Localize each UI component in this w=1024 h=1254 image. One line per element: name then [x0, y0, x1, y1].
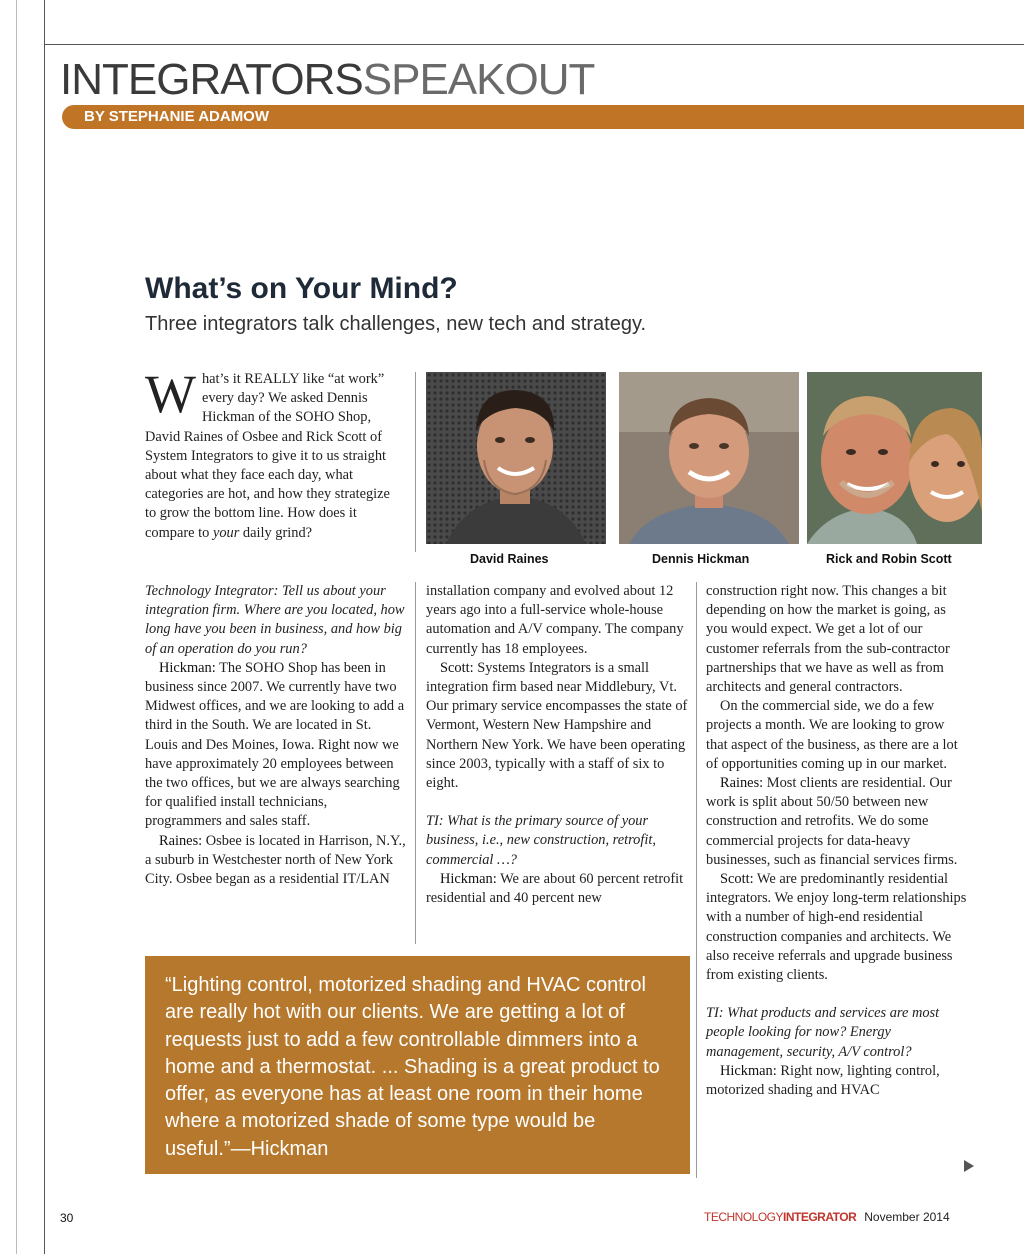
intro-end: daily grind?	[239, 524, 313, 541]
speaker-name: Hickman:	[440, 870, 497, 887]
pull-quote-text: “Lighting control, motorized shading and HVAC control are really hot with our clients. We are getting a lot of requests just to add a few controllable dimmers into a home and a thermostat. ... Shading is a great product to offer, as everyone has at least one room in their home where a motorized shade of some type would be useful.”—Hickman	[165, 974, 660, 1160]
brand-part1: TECHNOLOGY	[704, 1210, 784, 1224]
photo-rick-robin-scott	[807, 372, 982, 544]
article-column-1	[145, 582, 407, 889]
masthead-part2: SPEAKOUT	[362, 55, 595, 104]
speaker-name: Hickman:	[159, 659, 216, 676]
intro-text: hat’s it REALLY like “at work” every day? We asked Dennis Hickman of the SOHO Shop, David Raines of Osbee and Rick Scott of System Integrators to give it to us straight about what they face each day, what categories are hot, and how they strategize to grow the bottom line. How does it compare to	[145, 371, 390, 541]
answer-paragraph: construction right now. This changes a bit depending on how the market is going, as you would expect. We get a lot of our customer referrals from the sub-contractor partnerships that we have as well as from architects and general contractors.	[706, 583, 950, 696]
question-paragraph: TI: What products and services are most people looking for now? Energy management, security, A/V control?	[706, 1005, 940, 1060]
answer-paragraph	[426, 659, 688, 793]
column-divider	[696, 582, 697, 1178]
answer-text: We are predominantly residential integrators. We enjoy long-term relationships with a number of high-end residential construction companies and architects. We also receive referrals and upgrade business from existing clients.	[706, 871, 967, 984]
article-column-3	[706, 582, 968, 1100]
photo-caption: David Raines	[470, 552, 549, 566]
article-column-2	[426, 582, 688, 908]
speaker-name: Raines:	[720, 775, 764, 792]
question-paragraph: TI: What is the primary source of your business, i.e., new construction, retrofit, commercial …?	[426, 813, 656, 868]
column-divider	[415, 372, 416, 552]
answer-paragraph	[706, 1062, 968, 1100]
page-frame-top	[44, 44, 1024, 45]
question-paragraph: Technology Integrator: Tell us about your integration firm. Where are you located, how long have you been in business, and how big of an operation do you run?	[145, 583, 405, 657]
page-number: 30	[60, 1211, 74, 1225]
answer-paragraph: On the commercial side, we do a few projects a month. We are looking to grow that aspect of the business, as there are a lot of opportunities coming up in our market.	[706, 698, 958, 772]
answer-text: We are about 60 percent retrofit residential and 40 percent new	[426, 870, 684, 907]
answer-text: Most clients are residential. Our work is split about 50/50 between new construction and retrofits. We do some commercial projects for data-heavy businesses, such as financial services firms.	[706, 775, 958, 868]
footer-brand	[704, 1210, 950, 1224]
speaker-name: Scott:	[720, 871, 754, 888]
continue-arrow-icon	[964, 1160, 974, 1172]
masthead-part1: INTEGRATORS	[60, 55, 363, 104]
brand-part2: INTEGRATOR	[783, 1210, 857, 1224]
speaker-name: Hickman:	[720, 1062, 777, 1079]
article-headline: What’s on Your Mind?	[145, 272, 458, 305]
answer-text: Osbee is located in Harrison, N.Y., a suburb in Westchester north of New York City. Osbee began as a residential IT/LAN	[145, 832, 406, 888]
answer-paragraph	[426, 870, 688, 908]
issue-date: November 2014	[864, 1210, 950, 1224]
photo-david-raines	[426, 372, 606, 544]
answer-text: Right now, lighting control, motorized shading and HVAC	[706, 1062, 940, 1099]
page-frame-left	[44, 0, 45, 1254]
answer-paragraph	[145, 832, 407, 890]
drop-cap: W	[145, 364, 196, 424]
section-masthead	[60, 55, 595, 104]
column-divider	[415, 582, 416, 944]
byline-text: BY STEPHANIE ADAMOW	[84, 108, 270, 125]
pull-quote	[145, 956, 690, 1174]
answer-paragraph: installation company and evolved about 12 years ago into a full-service whole-house automation and A/V company. The company currently has 18 employees.	[426, 583, 684, 657]
answer-text: Systems Integrators is a small integration firm based near Middlebury, Vt. Our primary service encompasses the state of Vermont, Western New Hampshire and Northern New York. We have been operating since 2003, typically with a staff of six to eight.	[426, 659, 688, 792]
answer-paragraph	[706, 774, 968, 870]
answer-paragraph	[145, 659, 407, 832]
portrait-image	[807, 372, 982, 544]
photo-caption: Rick and Robin Scott	[826, 552, 952, 566]
speaker-name: Raines:	[159, 832, 203, 849]
byline-bar	[62, 105, 1024, 129]
answer-paragraph	[706, 870, 968, 985]
intro-italic: your	[212, 524, 240, 541]
portrait-image	[619, 372, 799, 544]
speaker-name: Scott:	[440, 659, 474, 676]
photo-dennis-hickman	[619, 372, 799, 544]
article-deck: Three integrators talk challenges, new tech and strategy.	[145, 313, 647, 335]
intro-paragraph	[145, 364, 403, 543]
page-edge-line	[16, 0, 17, 1254]
portrait-image	[426, 372, 606, 544]
answer-text: The SOHO Shop has been in business since 2007. We currently have two Midwest offices, and we are looking to add a third in the South. We are located in St. Louis and Des Moines, Iowa. Right now we have approximately 20 employees between the two offices, but we are always searching for qualified install technicians, programmers and sales staff.	[145, 659, 405, 830]
photo-caption: Dennis Hickman	[652, 552, 750, 566]
